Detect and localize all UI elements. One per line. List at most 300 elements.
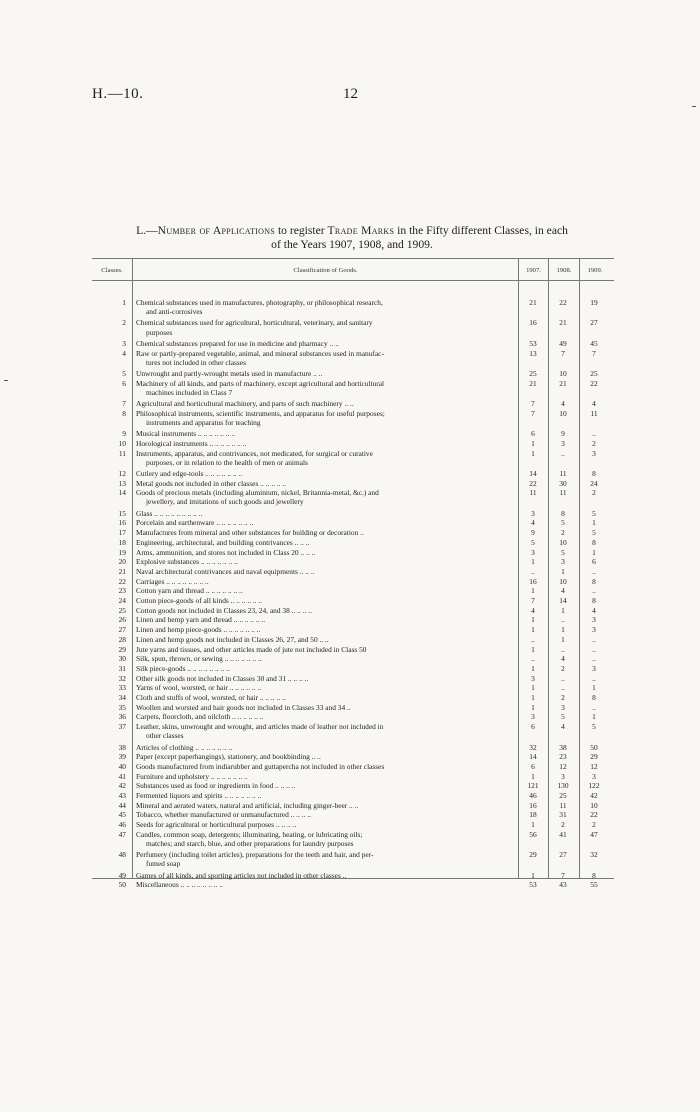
count-1907: 1 (531, 820, 535, 830)
count-1909: 5 (592, 722, 596, 732)
table-row (92, 880, 614, 889)
count-1907: 1 (531, 586, 535, 596)
class-number: 13 (118, 478, 126, 488)
table-row (92, 577, 614, 586)
classification-text: Engineering, architectural, and building contrivances .. .. .. (136, 537, 310, 547)
table-row (92, 298, 614, 316)
classification-text: Machinery of all kinds, and parts of machinery, except agricultural and horticultural (136, 378, 385, 388)
count-1908: 49 (559, 338, 567, 348)
count-1909: 29 (590, 752, 598, 762)
classification-text: Goods manufactured from indiarubber and guttapercha not included in other classes (136, 761, 385, 771)
classification-text: Mineral and aerated waters, natural and artificial, including ginger-beer .. .. (136, 800, 359, 810)
count-1907: 1 (531, 663, 535, 673)
table-row (92, 625, 614, 634)
class-number: 30 (118, 654, 126, 664)
count-1907: 7 (531, 596, 535, 605)
count-1908: 8 (561, 508, 565, 518)
count-1907: 22 (529, 478, 537, 488)
classification-text: Perfumery (including toilet articles), preparations for the teeth and hair, and per- (136, 850, 374, 860)
class-number: 33 (118, 683, 126, 693)
classification-text: Explosive substances .. .. .. .. .. .. .. (136, 557, 238, 567)
column-header-1907: 1907. (526, 267, 541, 274)
count-1909: 4 (592, 399, 596, 408)
classification-text: Games of all kinds, and sporting articles not included in other classes .. (136, 870, 347, 880)
count-1907: 5 (531, 537, 535, 547)
page-number: 12 (343, 86, 358, 102)
table-row (92, 369, 614, 378)
title-mid: to register (275, 224, 328, 237)
count-1907: 21 (529, 378, 537, 388)
count-1907: 25 (529, 368, 537, 378)
table-row (92, 399, 614, 408)
count-1908: 11 (559, 468, 567, 478)
count-1909: 10 (590, 800, 598, 810)
count-1909: 3 (592, 625, 596, 635)
classification-text: Chemical substances used for agricultural, horticultural, veterinary, and sanitary (136, 318, 373, 328)
table-row (92, 479, 614, 488)
table-row (92, 615, 614, 624)
count-1908: 31 (559, 810, 567, 820)
count-1909: .. (592, 654, 596, 664)
count-1909: 12 (590, 761, 598, 771)
count-1908: 3 (561, 702, 565, 712)
classification-text: Woollen and worsted and hair goods not included in Classes 33 and 34 .. (136, 702, 351, 712)
class-number: 11 (118, 448, 126, 458)
class-number: 8 (122, 408, 126, 418)
classification-text: Cutlery and edge-tools .. .. .. .. .. .. .. (136, 468, 243, 478)
classification-text: Agricultural and horticultural machinery, and parts of such machinery .. .. (136, 399, 354, 408)
table-row (92, 810, 614, 819)
count-1907: 1 (531, 615, 535, 625)
class-number: 18 (118, 537, 126, 547)
count-1909: 42 (590, 791, 598, 800)
classification-text: Unwrought and partly-wrought metals used in manufacture .. .. (136, 368, 323, 378)
count-1908: 3 (561, 438, 565, 448)
count-1909: 45 (590, 338, 598, 348)
count-1908: 3 (561, 557, 565, 567)
count-1907: 11 (529, 488, 537, 498)
count-1909: .. (592, 429, 596, 439)
table-row (92, 488, 614, 506)
column-header-1908: 1908. (556, 267, 572, 274)
count-1907: 6 (531, 429, 535, 439)
classification-text-continued: instruments and apparatus for teaching (146, 417, 261, 427)
count-1908: 43 (559, 880, 567, 890)
class-number: 38 (118, 742, 126, 752)
count-1908: 2 (561, 663, 565, 673)
count-1907: 1 (531, 693, 535, 702)
count-1907: 53 (529, 880, 537, 890)
class-number: 45 (118, 810, 126, 820)
table-row (92, 703, 614, 712)
count-1908: 10 (559, 537, 567, 547)
count-1907: 14 (529, 752, 537, 762)
count-1908: 1 (561, 566, 565, 576)
class-number: 37 (118, 722, 126, 732)
count-1909: 50 (590, 742, 598, 752)
count-1909: 3 (592, 663, 596, 673)
classification-text-continued: tures not included in other classes (146, 357, 246, 367)
count-1908: 14 (559, 596, 567, 605)
table-row (92, 409, 614, 427)
class-number: 14 (118, 488, 126, 498)
class-number: 20 (118, 557, 126, 567)
count-1908: 5 (561, 712, 565, 722)
count-1908: .. (561, 448, 565, 458)
table-top-rule (92, 258, 614, 259)
count-1908: 12 (559, 761, 567, 771)
class-number: 5 (122, 368, 126, 378)
count-1907: 56 (529, 829, 537, 839)
count-1907: .. (531, 566, 535, 576)
count-1908: 38 (559, 742, 567, 752)
class-number: 35 (118, 702, 126, 712)
classification-text-continued: purposes (146, 327, 173, 337)
count-1909: 8 (592, 870, 596, 880)
count-1908: 2 (561, 693, 565, 702)
count-1907: 16 (529, 800, 537, 810)
table-row (92, 664, 614, 673)
table-row (92, 379, 614, 397)
count-1909: 19 (590, 298, 598, 307)
count-1907: 1 (531, 644, 535, 654)
class-number: 17 (118, 528, 126, 538)
count-1907: 1 (531, 771, 535, 781)
count-1907: 4 (531, 605, 535, 615)
classification-text: Silk piece-goods .. .. .. .. .. .. .. .. (136, 663, 230, 673)
count-1908: .. (561, 683, 565, 693)
class-number: 4 (122, 348, 126, 358)
classification-text: Chemical substances used in manufactures, photography, or philosophical research, (136, 298, 383, 307)
class-number: 26 (118, 615, 126, 625)
count-1907: 1 (531, 683, 535, 693)
count-1907: 16 (529, 318, 537, 328)
classification-text-continued: jewellery, and imitations of such goods and jewellery (146, 497, 304, 507)
count-1907: 3 (531, 508, 535, 518)
count-1908: 22 (559, 298, 567, 307)
count-1909: 6 (592, 557, 596, 567)
classification-text: Metal goods not included in other classes .. .. .. .. .. (136, 478, 287, 488)
count-1909: 47 (590, 829, 598, 839)
class-number: 43 (118, 791, 126, 800)
classification-text: Carriages .. .. .. .. .. .. .. .. (136, 576, 209, 586)
table-row (92, 772, 614, 781)
count-1907: 9 (531, 528, 535, 538)
class-number: 21 (118, 566, 126, 576)
count-1909: 22 (590, 378, 598, 388)
class-number: 32 (118, 673, 126, 683)
class-number: 7 (122, 399, 126, 408)
classification-text: Cotton goods not included in Classes 23, 24, and 38 .. .. .. .. (136, 605, 312, 615)
class-number: 16 (118, 518, 126, 528)
table-row (92, 820, 614, 829)
count-1909: 5 (592, 528, 596, 538)
column-header-classification: Classification of Goods. (293, 267, 358, 274)
table-row (92, 596, 614, 605)
count-1909: 4 (592, 605, 596, 615)
class-number: 29 (118, 644, 126, 654)
classification-text: Cotton piece-goods of all kinds .. .. .. .. .. .. (136, 596, 263, 605)
count-1908: 4 (561, 722, 565, 732)
count-1908: .. (561, 644, 565, 654)
classification-text: Furniture and upholstery .. .. .. .. .. .. .. (136, 771, 248, 781)
count-1908: 4 (561, 586, 565, 596)
class-number: 24 (118, 596, 126, 605)
count-1907: 46 (529, 791, 537, 800)
title-smallcaps-1: Number of Applications (157, 224, 276, 237)
class-number: 34 (118, 693, 126, 702)
class-number: 15 (118, 508, 126, 518)
count-1909: 11 (590, 408, 598, 418)
table-row (92, 801, 614, 810)
table-row (92, 871, 614, 880)
count-1909: .. (592, 566, 596, 576)
classification-text: Porcelain and earthenware .. .. .. .. .. .. .. (136, 518, 254, 528)
class-number: 22 (118, 576, 126, 586)
classification-text-continued: other classes (146, 731, 184, 741)
classification-text: Substances used as food or ingredients in food .. .. .. .. (136, 781, 296, 791)
class-number: 12 (118, 468, 126, 478)
count-1907: 29 (529, 850, 537, 860)
classification-text: Linen and hemp yarn and thread .. .. .. .. .. .. (136, 615, 266, 625)
classification-text: Other silk goods not included in Classes 30 and 31 .. .. .. .. (136, 673, 309, 683)
class-number: 36 (118, 712, 126, 722)
count-1909: 1 (592, 712, 596, 722)
class-number: 23 (118, 586, 126, 596)
class-number: 27 (118, 625, 126, 635)
count-1908: 4 (561, 399, 565, 408)
count-1908: 1 (561, 625, 565, 635)
count-1907: 53 (529, 338, 537, 348)
class-number: 48 (118, 850, 126, 860)
classification-text: Cotton yarn and thread .. .. .. .. .. .. .. (136, 586, 243, 596)
count-1908: 9 (561, 429, 565, 439)
table-row (92, 645, 614, 654)
table-row (92, 586, 614, 595)
table-row (92, 762, 614, 771)
count-1908: 30 (559, 478, 567, 488)
classification-text: Miscellaneous .. .. .. .. .. .. .. .. (136, 880, 224, 890)
count-1908: 5 (561, 518, 565, 528)
table-row (92, 429, 614, 438)
count-1909: 2 (592, 488, 596, 498)
count-1909: 1 (592, 547, 596, 557)
count-1908: 4 (561, 654, 565, 664)
count-1907: 121 (527, 781, 539, 791)
class-number: 6 (122, 378, 126, 388)
table-row (92, 743, 614, 752)
count-1907: 13 (529, 348, 537, 358)
count-1909: 1 (592, 683, 596, 693)
classification-text: Instruments, apparatus, and contrivances, not medicated, for surgical or curative (136, 448, 373, 458)
count-1909: 7 (592, 348, 596, 358)
classification-text: Fermented liquors and spirits .. .. .. .. .. .. .. (136, 791, 262, 800)
count-1908: 1 (561, 605, 565, 615)
count-1908: .. (561, 673, 565, 683)
class-number: 3 (122, 338, 126, 348)
count-1909: 24 (590, 478, 598, 488)
table-row (92, 606, 614, 615)
count-1909: .. (592, 702, 596, 712)
count-1908: 5 (561, 547, 565, 557)
table-row (92, 635, 614, 644)
classification-text: Goods of precious metals (including aluminium, nickel, Britannia-metal, &c.) and (136, 488, 379, 498)
classification-text-continued: machines included in Class 7 (146, 387, 233, 397)
class-number: 31 (118, 663, 126, 673)
count-1907: 3 (531, 712, 535, 722)
table-row (92, 791, 614, 800)
count-1907: 3 (531, 673, 535, 683)
classification-text: Chemical substances prepared for use in medicine and pharmacy .. .. (136, 338, 339, 348)
table-row (92, 654, 614, 663)
table-title (92, 224, 612, 252)
classification-text: Horological instruments .. .. .. .. .. .. .. (136, 438, 247, 448)
table-row (92, 683, 614, 692)
count-1909: 8 (592, 693, 596, 702)
count-1909: 8 (592, 537, 596, 547)
margin-mark (4, 380, 8, 381)
count-1909: 22 (590, 810, 598, 820)
count-1907: 4 (531, 518, 535, 528)
table-row (92, 712, 614, 721)
trade-marks-table (92, 258, 614, 890)
count-1909: 8 (592, 468, 596, 478)
count-1908: .. (561, 615, 565, 625)
count-1908: 27 (559, 850, 567, 860)
count-1907: 7 (531, 408, 535, 418)
classification-text: Leather, skins, unwrought and wrought, and articles made of leather not included in (136, 722, 384, 732)
count-1908: 2 (561, 528, 565, 538)
count-1909: .. (592, 644, 596, 654)
count-1909: 25 (590, 368, 598, 378)
classification-text: Glass .. .. .. .. .. .. .. .. .. (136, 508, 203, 518)
count-1909: .. (592, 586, 596, 596)
count-1907: .. (531, 654, 535, 664)
classification-text: Raw or partly-prepared vegetable, animal, and mineral substances used in manufac- (136, 348, 384, 358)
classification-text: Naval architectural contrivances and naval equipments .. .. .. (136, 566, 315, 576)
classification-text: Carpets, floorcloth, and oilcloth .. .. .. .. .. .. (136, 712, 264, 722)
classification-text: Silk, spun, thrown, or sewing .. .. .. .. .. .. .. (136, 654, 262, 664)
count-1907: 18 (529, 810, 537, 820)
classification-text: Linen and hemp piece-goods .. .. .. .. .. .. .. (136, 625, 261, 635)
count-1907: 7 (531, 399, 535, 408)
count-1909: 3 (592, 615, 596, 625)
class-number: 40 (118, 761, 126, 771)
table-row (92, 830, 614, 848)
column-header-classes: Classes. (101, 267, 123, 274)
class-number: 28 (118, 634, 126, 644)
classification-text: Arms, ammunition, and stores not included in Class 20 .. .. .. (136, 547, 316, 557)
class-number: 9 (122, 429, 126, 439)
margin-mark (692, 106, 696, 107)
classification-text: Cloth and stuffs of wool, worsted, or hair .. .. .. .. .. (136, 693, 286, 702)
table-row (92, 509, 614, 518)
count-1907: 14 (529, 468, 537, 478)
count-1908: 25 (559, 791, 567, 800)
class-number: 10 (118, 438, 126, 448)
classification-text: Articles of clothing .. .. .. .. .. .. .. (136, 742, 233, 752)
title-prefix: L.— (136, 224, 158, 237)
count-1907: 6 (531, 722, 535, 732)
classification-text-continued: purposes, or in relation to the health of men or animals (146, 457, 308, 467)
title-smallcaps-2: Trade Marks (327, 224, 395, 237)
count-1909: .. (592, 673, 596, 683)
class-number: 46 (118, 820, 126, 830)
count-1907: 16 (529, 576, 537, 586)
count-1909: 2 (592, 820, 596, 830)
table-row (92, 469, 614, 478)
count-1908: 130 (557, 781, 569, 791)
table-row (92, 349, 614, 367)
classification-text: Manufactures from mineral and other substances for building or decoration .. (136, 528, 364, 538)
table-row (92, 567, 614, 576)
count-1908: 1 (561, 634, 565, 644)
table-row (92, 528, 614, 537)
count-1907: 3 (531, 547, 535, 557)
classification-text-continued: and anti-corrosives (146, 307, 203, 317)
count-1909: 1 (592, 518, 596, 528)
count-1909: .. (592, 634, 596, 644)
classification-text: Tobacco, whether manufactured or unmanufactured .. .. .. .. (136, 810, 311, 820)
table-header-rule (92, 280, 614, 281)
count-1909: 3 (592, 771, 596, 781)
table-row (92, 781, 614, 790)
count-1909: 8 (592, 576, 596, 586)
column-header-1909: 1909. (587, 267, 603, 274)
table-row (92, 339, 614, 348)
count-1907: 6 (531, 761, 535, 771)
count-1909: 27 (590, 318, 598, 328)
count-1907: 1 (531, 870, 535, 880)
classification-text-continued: fumed soap (146, 859, 181, 869)
title-rest: in the Fifty different Classes, in each (394, 224, 568, 237)
count-1909: 8 (592, 596, 596, 605)
count-1909: 2 (592, 438, 596, 448)
classification-text: Philosophical instruments, scientific instruments, and apparatus for useful purposes; (136, 408, 385, 418)
table-title-line-2: of the Years 1907, 1908, and 1909. (271, 238, 433, 251)
table-title-line-1 (92, 224, 612, 238)
class-number: 1 (122, 298, 126, 307)
table-row (92, 538, 614, 547)
classification-text: Musical instruments .. .. .. .. .. .. .. (136, 429, 235, 439)
count-1908: 21 (559, 378, 567, 388)
count-1908: 2 (561, 820, 565, 830)
class-number: 41 (118, 771, 126, 781)
table-row (92, 752, 614, 761)
table-row (92, 439, 614, 448)
count-1908: 10 (559, 576, 567, 586)
classification-text: Candles, common soap, detergents; illuminating, heating, or lubricating oils; (136, 829, 363, 839)
class-number: 19 (118, 547, 126, 557)
count-1907: 1 (531, 625, 535, 635)
classification-text: Yarns of wool, worsted, or hair .. .. .. .. .. .. (136, 683, 262, 693)
count-1909: 5 (592, 508, 596, 518)
count-1909: 55 (590, 880, 598, 890)
count-1907: .. (531, 634, 535, 644)
count-1907: 32 (529, 742, 537, 752)
class-number: 49 (118, 870, 126, 880)
table-row (92, 722, 614, 740)
table-row (92, 449, 614, 467)
classification-text: Seeds for agricultural or horticultural purposes .. .. .. .. (136, 820, 297, 830)
count-1909: 3 (592, 448, 596, 458)
document-reference: H.—10. (92, 86, 144, 102)
table-row (92, 518, 614, 527)
table-row (92, 850, 614, 868)
table-row (92, 318, 614, 336)
class-number: 47 (118, 829, 126, 839)
table-row (92, 548, 614, 557)
